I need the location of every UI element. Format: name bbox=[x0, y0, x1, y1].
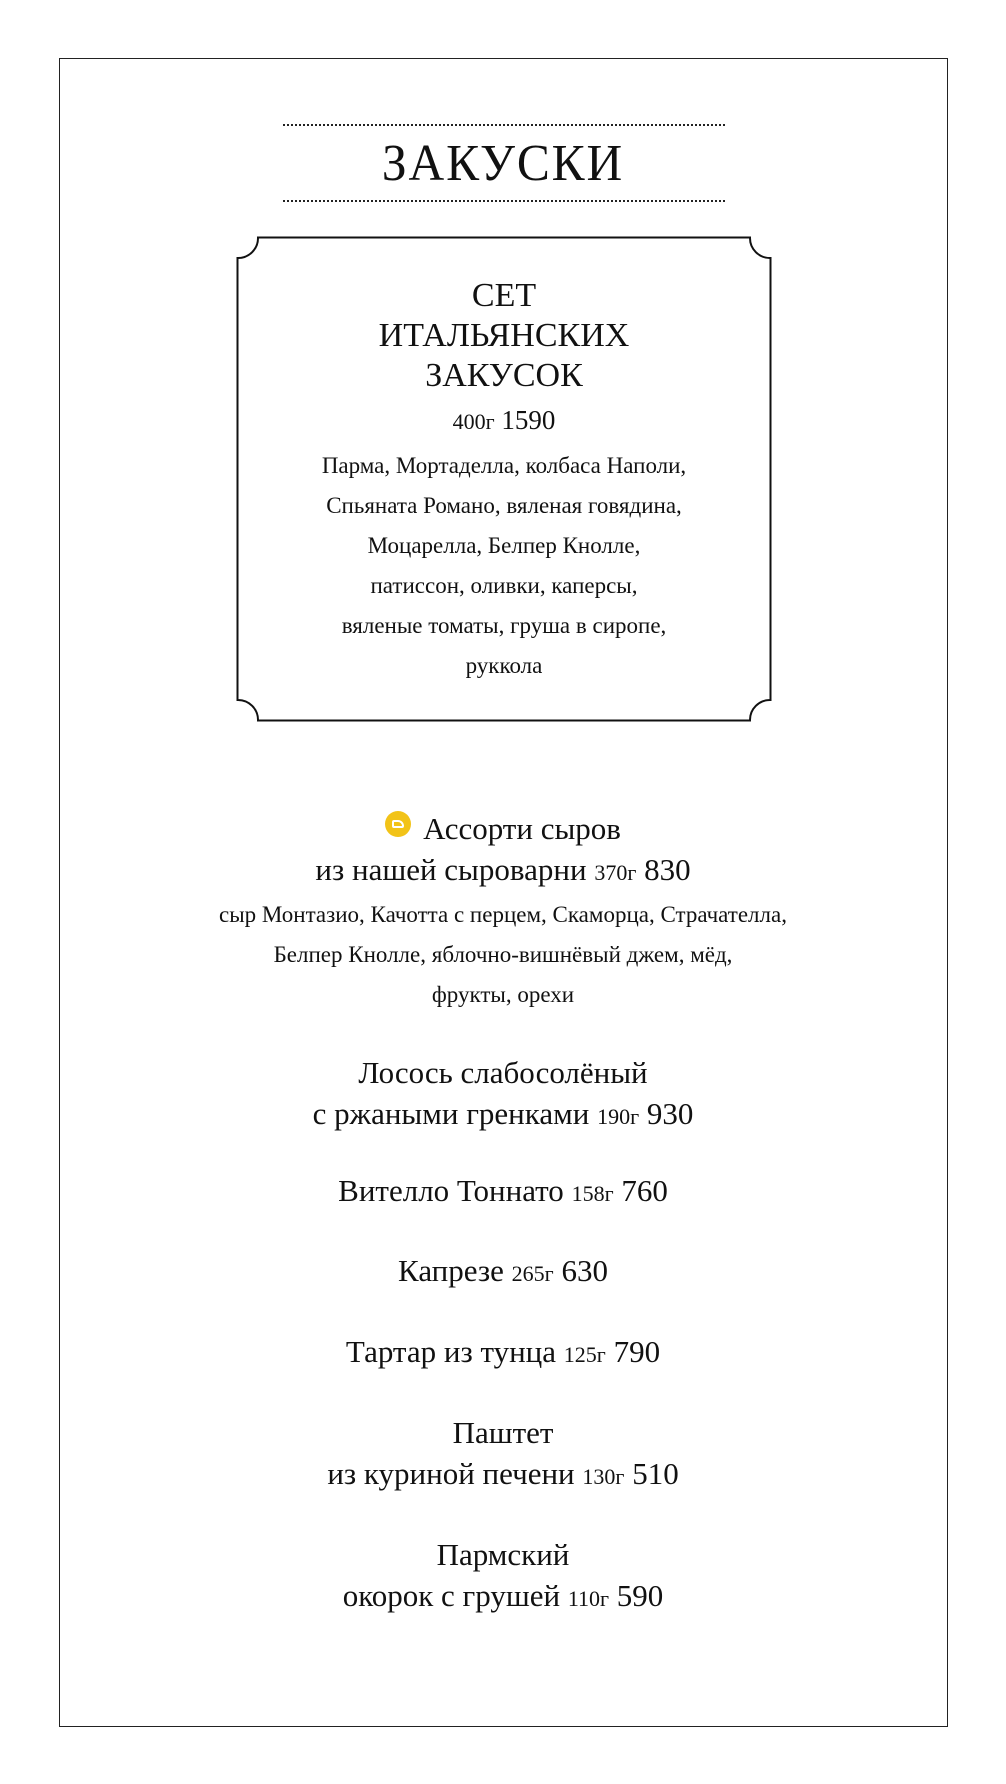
item-price: 510 bbox=[632, 1456, 679, 1491]
item-description-line: фрукты, орехи bbox=[431, 982, 575, 1007]
item-name-line bbox=[0, 1250, 1006, 1294]
item-name-line bbox=[0, 808, 1006, 849]
item-description-line: Белпер Кнолле, яблочно-вишнёвый джем, мёд, bbox=[273, 942, 733, 967]
cheese-icon bbox=[385, 811, 411, 837]
item-price: 830 bbox=[644, 852, 691, 887]
item-weight: 125г bbox=[563, 1342, 606, 1367]
item-price: 790 bbox=[613, 1334, 661, 1369]
item-name: окорок с грушей bbox=[342, 1578, 561, 1613]
item-name-line bbox=[0, 1093, 1006, 1137]
title-bottom-dotted-rule bbox=[283, 200, 725, 202]
set-title-line-3: ЗАКУСОК bbox=[425, 357, 583, 394]
item-weight: 370г bbox=[594, 860, 637, 885]
menu-item-parma-ham-pear bbox=[0, 1534, 1006, 1619]
item-price: 630 bbox=[561, 1253, 608, 1288]
item-weight: 110г bbox=[567, 1586, 610, 1611]
item-name-line bbox=[0, 1575, 1006, 1619]
item-name-line bbox=[0, 849, 1006, 893]
title-top-dotted-rule bbox=[283, 124, 725, 126]
item-name: с ржаными гренками bbox=[312, 1096, 590, 1131]
item-weight: 190г bbox=[597, 1104, 640, 1129]
item-name: Пармский bbox=[436, 1537, 570, 1572]
set-description-line: вяленые томаты, груша в сиропе, bbox=[341, 613, 667, 638]
set-description-line: Парма, Мортаделла, колбаса Наполи, bbox=[321, 453, 687, 478]
set-weight: 400г bbox=[452, 409, 495, 434]
set-weight-price bbox=[236, 402, 772, 440]
item-description bbox=[0, 895, 1006, 1015]
item-price: 930 bbox=[646, 1096, 694, 1131]
item-name: Лосось слабосолёный bbox=[358, 1055, 648, 1090]
set-description-line: Моцарелла, Белпер Кнолле, bbox=[367, 533, 641, 558]
item-name: Капрезе bbox=[398, 1253, 504, 1288]
item-description-line: сыр Монтазио, Качотта с перцем, Скаморца, Страчателла, bbox=[219, 902, 787, 927]
menu-item-tuna-tartare bbox=[0, 1331, 1006, 1375]
set-description-line: патиссон, оливки, каперсы, bbox=[370, 573, 638, 598]
item-name: Тартар из тунца bbox=[345, 1334, 557, 1369]
menu-item-caprese bbox=[0, 1250, 1006, 1294]
item-weight: 130г bbox=[582, 1464, 625, 1489]
menu-item-cheese-assortment bbox=[0, 808, 1006, 1015]
set-title-line-2: ИТАЛЬЯНСКИХ bbox=[378, 317, 630, 354]
item-price: 590 bbox=[616, 1578, 664, 1613]
set-title-line-1: СЕТ bbox=[471, 277, 537, 314]
menu-item-salmon bbox=[0, 1052, 1006, 1137]
item-name: из нашей сыроварни bbox=[315, 852, 587, 887]
item-name-line bbox=[0, 1453, 1006, 1497]
item-weight: 265г bbox=[511, 1261, 554, 1286]
item-name: Ассорти сыров bbox=[423, 811, 621, 846]
item-name-line bbox=[0, 1170, 1006, 1214]
item-name: Паштет bbox=[452, 1415, 554, 1450]
set-description-line: руккола bbox=[465, 653, 543, 678]
menu-item-chicken-liver-pate bbox=[0, 1412, 1006, 1497]
item-price: 760 bbox=[621, 1173, 668, 1208]
section-title: ЗАКУСКИ bbox=[381, 135, 625, 192]
set-card bbox=[236, 236, 772, 722]
menu-item-vitello-tonnato bbox=[0, 1170, 1006, 1214]
set-description-line: Спьяната Романо, вяленая говядина, bbox=[326, 493, 682, 518]
item-name: Вителло Тоннато bbox=[338, 1173, 564, 1208]
set-description bbox=[236, 446, 772, 686]
set-price: 1590 bbox=[501, 405, 556, 435]
item-name: из куриной печени bbox=[327, 1456, 575, 1491]
item-name-line bbox=[0, 1331, 1006, 1375]
item-weight: 158г bbox=[571, 1181, 614, 1206]
